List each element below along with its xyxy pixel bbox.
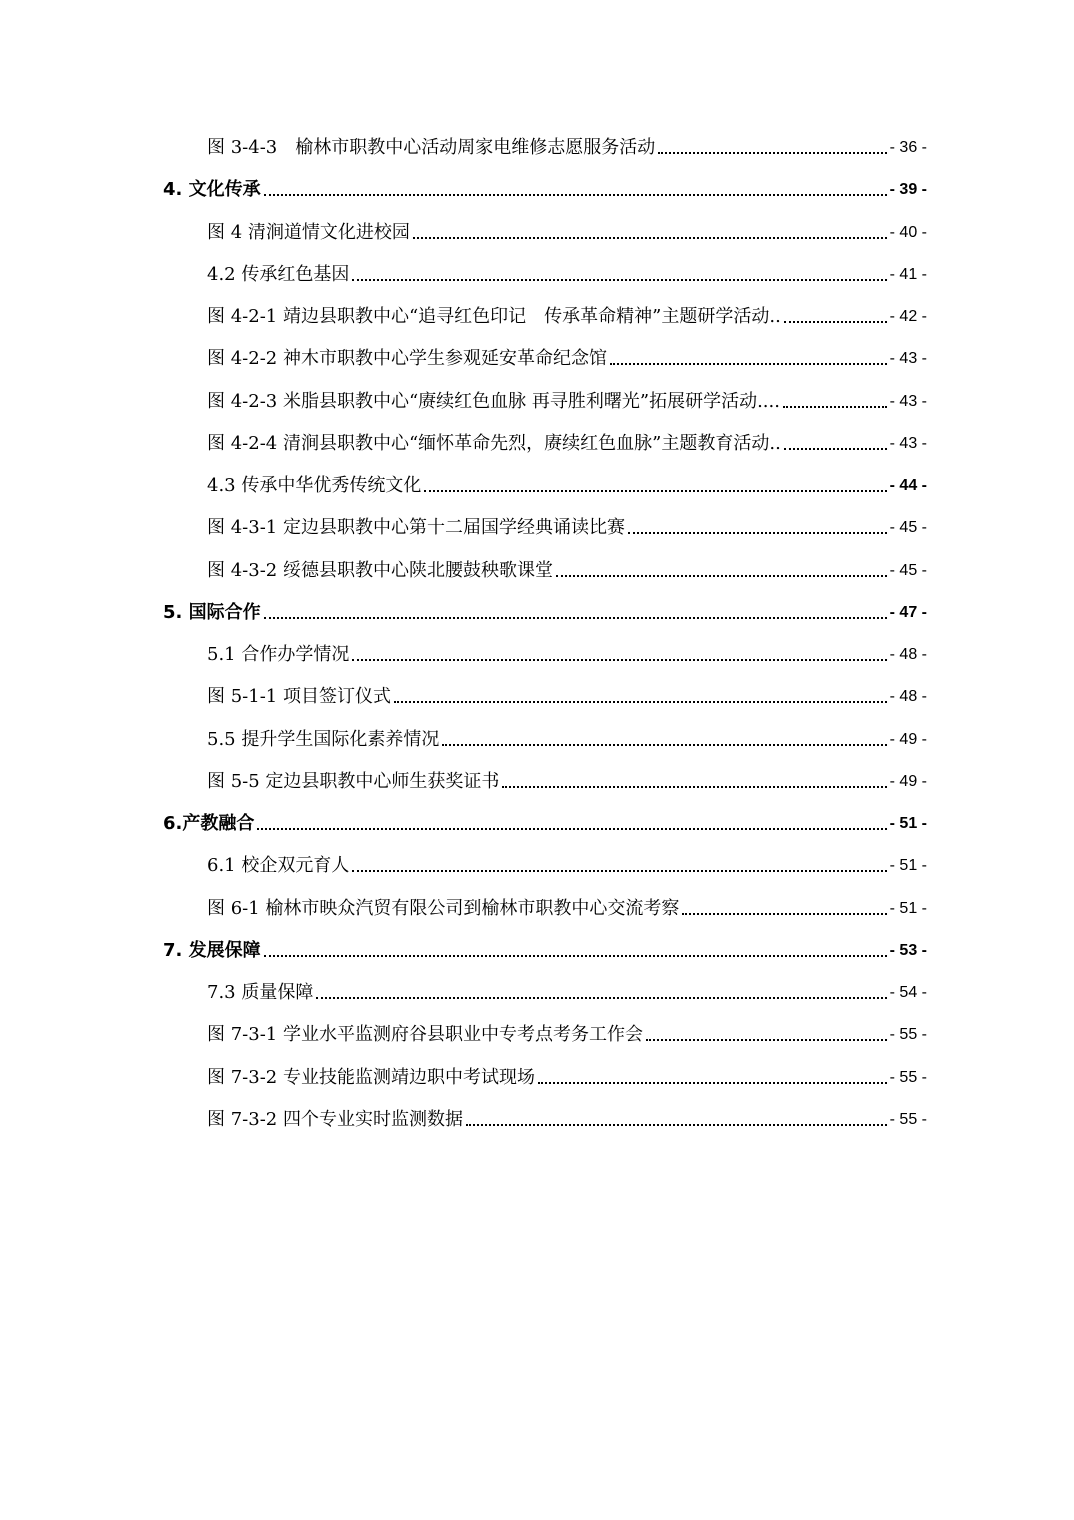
toc-dot-leader [316,997,886,999]
toc-dot-leader [646,1039,887,1041]
toc-entry-title: 图 6-1 榆林市映众汽贸有限公司到榆林市职教中心交流考察 [207,898,680,919]
toc-dot-leader [784,321,887,323]
toc-entry[interactable] [207,976,927,1006]
toc-dot-leader [783,406,887,408]
toc-entry-page-number: - 47 - [889,604,927,621]
toc-entry-title: 图 4-2-4 清涧县职教中心“缅怀革命先烈，赓续红色血脉”主题教育活动.. [207,433,781,454]
toc-entry-title: 6.产教融合 [163,813,255,834]
toc-entry-page-number: - 48 - [889,646,927,663]
toc-entry[interactable] [207,131,927,161]
toc-entry[interactable] [207,427,927,457]
toc-entry-page-number: - 51 - [889,815,927,832]
toc-dot-leader [413,237,887,239]
toc-entry-title: 图 4-3-1 定边县职教中心第十二届国学经典诵读比赛 [207,517,625,538]
toc-dot-leader [442,744,886,746]
toc-entry-page-number: - 54 - [889,984,927,1001]
toc-entry[interactable] [207,1018,927,1048]
toc-entry[interactable] [207,342,927,372]
toc-entry-title: 7.3 质量保障 [207,982,314,1003]
toc-entry-title: 4. 文化传承 [163,179,261,200]
toc-entry-page-number: - 51 - [889,857,927,874]
toc-entry-title: 图 3-4-3 榆林市职教中心活动周家电维修志愿服务活动 [207,137,656,158]
toc-chapter-entry[interactable] [163,173,927,203]
toc-entry[interactable] [207,765,927,795]
toc-dot-leader [257,828,886,830]
toc-entry[interactable] [207,680,927,710]
toc-entry-page-number: - 44 - [889,477,927,494]
toc-dot-leader [610,363,887,365]
toc-entry[interactable] [207,1061,927,1091]
toc-entry-title: 图 4-2-2 神木市职教中心学生参观延安革命纪念馆 [207,348,607,369]
toc-entry-page-number: - 42 - [889,308,927,325]
toc-entry[interactable] [207,892,927,922]
toc-entry-title: 4.2 传承红色基因 [207,264,350,285]
toc-entry-page-number: - 49 - [889,731,927,748]
toc-entry-page-number: - 40 - [889,224,927,241]
toc-chapter-entry[interactable] [163,934,927,964]
toc-entry-page-number: - 55 - [889,1111,927,1128]
toc-entry-page-number: - 48 - [889,688,927,705]
toc-entry-page-number: - 55 - [889,1069,927,1086]
toc-entry[interactable] [207,723,927,753]
toc-dot-leader [352,870,886,872]
toc-entry-page-number: - 45 - [889,519,927,536]
toc-entry-title: 7. 发展保障 [163,940,261,961]
toc-entry-title: 图 7-3-2 专业技能监测靖边职中考试现场 [207,1067,535,1088]
toc-entry[interactable] [207,554,927,584]
toc-dot-leader [658,152,886,154]
toc-entry-title: 图 4-2-1 靖边县职教中心“追寻红色印记 传承革命精神”主题研学活动.. [207,306,781,327]
toc-dot-leader [424,490,886,492]
toc-dot-leader [394,701,887,703]
toc-dot-leader [502,786,886,788]
toc-entry-page-number: - 55 - [889,1026,927,1043]
toc-entry-page-number: - 43 - [889,393,927,410]
toc-entry-title: 图 4-3-2 绥德县职教中心陕北腰鼓秧歌课堂 [207,560,553,581]
toc-entry[interactable] [207,216,927,246]
toc-dot-leader [352,279,886,281]
toc-dot-leader [352,659,886,661]
toc-entry-title: 图 7-3-1 学业水平监测府谷县职业中专考点考务工作会 [207,1024,643,1045]
toc-entry[interactable] [207,511,927,541]
toc-entry[interactable] [207,300,927,330]
toc-entry-title: 图 5-5 定边县职教中心师生获奖证书 [207,771,500,792]
toc-entry[interactable] [207,1103,927,1133]
toc-entry-page-number: - 45 - [889,562,927,579]
toc-entry-title: 5. 国际合作 [163,602,261,623]
toc-dot-leader [538,1082,887,1084]
toc-dot-leader [784,448,887,450]
toc-dot-leader [682,913,886,915]
toc-entry-title: 5.5 提升学生国际化素养情况 [207,729,440,750]
toc-chapter-entry[interactable] [163,807,927,837]
toc-entry-title: 图 5-1-1 项目签订仪式 [207,686,391,707]
toc-entry-title: 图 4-2-3 米脂县职教中心“赓续红色血脉 再寻胜利曙光”拓展研学活动.... [207,391,780,412]
toc-entry[interactable] [207,469,927,499]
toc-dot-leader [264,955,887,957]
toc-entry-page-number: - 39 - [889,181,927,198]
toc-entry-page-number: - 43 - [889,350,927,367]
toc-entry-title: 4.3 传承中华优秀传统文化 [207,475,422,496]
toc-entry-page-number: - 51 - [889,900,927,917]
toc-entry-title: 图 4 清涧道情文化进校园 [207,222,410,243]
toc-dot-leader [628,532,887,534]
toc-entry-page-number: - 53 - [889,942,927,959]
toc-dot-leader [264,194,887,196]
toc-entry-page-number: - 43 - [889,435,927,452]
toc-entry-page-number: - 36 - [889,139,927,156]
toc-dot-leader [466,1124,887,1126]
toc-dot-leader [264,617,887,619]
toc-entry-page-number: - 41 - [889,266,927,283]
toc-entry[interactable] [207,849,927,879]
toc-entry-title: 5.1 合作办学情况 [207,644,350,665]
toc-chapter-entry[interactable] [163,596,927,626]
toc-entry-title: 图 7-3-2 四个专业实时监测数据 [207,1109,463,1130]
toc-entry-page-number: - 49 - [889,773,927,790]
toc-dot-leader [556,575,887,577]
toc-entry[interactable] [207,385,927,415]
toc-entry[interactable] [207,638,927,668]
toc-entry-title: 6.1 校企双元育人 [207,855,350,876]
toc-entry[interactable] [207,258,927,288]
